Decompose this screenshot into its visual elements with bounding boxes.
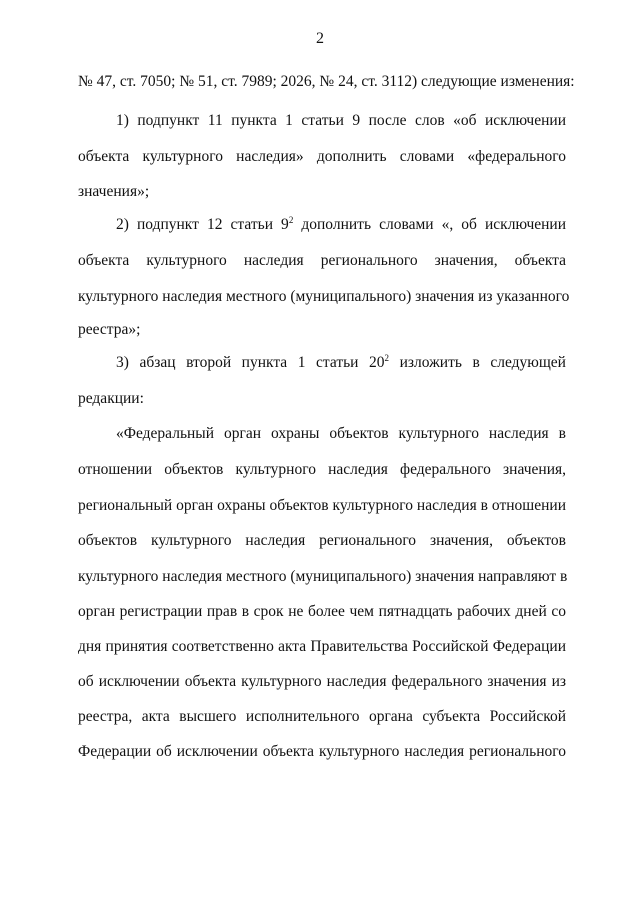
superscript: 2 xyxy=(384,353,390,363)
superscript: 2 xyxy=(288,215,294,225)
text-line: значения»; xyxy=(78,183,150,200)
text-line: реестра»; xyxy=(78,321,141,338)
text-line: 1) подпункт 11 пункта 1 статьи 9 после слов «об исключении xyxy=(116,112,566,129)
text-line: культурного наследия местного (муниципального) значения из указанного xyxy=(78,288,570,305)
text-line: № 47, ст. 7050; № 51, ст. 7989; 2026, № 24, ст. 3112) следующие изменения: xyxy=(78,73,575,90)
text-line xyxy=(116,215,566,235)
text-line: отношении объектов культурного наследия федерального значения, xyxy=(78,461,566,478)
text-line: объекта культурного наследия» дополнить словами «федерального xyxy=(78,148,566,165)
text-line: объектов культурного наследия регионального значения, объектов xyxy=(78,532,566,549)
text-line: региональный орган охраны объектов культурного наследия в отношении xyxy=(78,497,566,514)
text-fragment: 2) подпункт 12 статьи 9 xyxy=(116,216,289,233)
text-line: реестра, акта высшего исполнительного органа субъекта Российской xyxy=(78,708,566,725)
text-line: орган регистрации прав в срок не более чем пятнадцать рабочих дней со xyxy=(78,603,566,620)
text-line: дня принятия соответственно акта Правительства Российской Федерации xyxy=(78,638,566,655)
page-number: 2 xyxy=(316,30,324,47)
text-fragment: дополнить словами «, об исключении xyxy=(293,216,566,233)
text-line: Федерации об исключении объекта культурного наследия регионального xyxy=(78,743,566,760)
text-line: об исключении объекта культурного наследия федерального значения из xyxy=(78,673,566,690)
text-line: редакции: xyxy=(78,390,144,407)
text-line: «Федеральный орган охраны объектов культурного наследия в xyxy=(116,425,566,442)
text-line xyxy=(116,353,566,373)
text-line: культурного наследия местного (муниципального) значения направляют в xyxy=(78,568,568,585)
text-line: объекта культурного наследия регионального значения, объекта xyxy=(78,252,566,269)
text-fragment: изложить в следующей xyxy=(389,354,566,371)
text-fragment: 3) абзац второй пункта 1 статьи 20 xyxy=(116,354,385,371)
